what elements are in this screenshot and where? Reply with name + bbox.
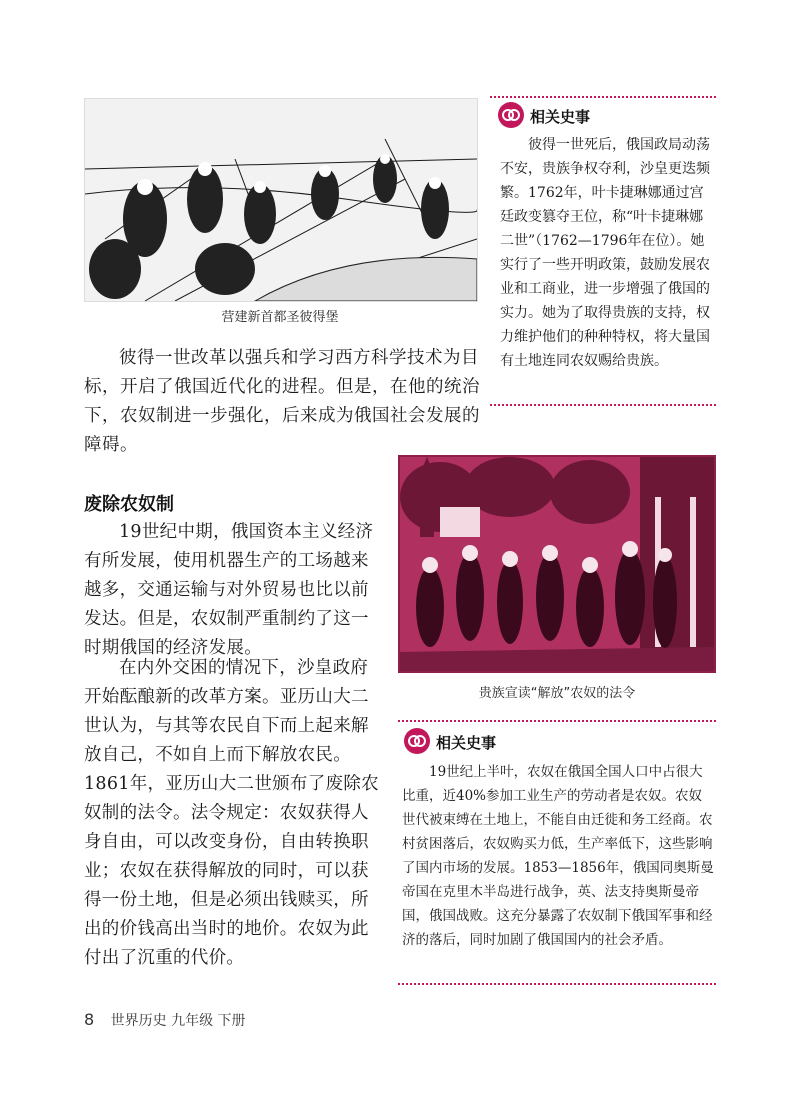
main-paragraph: 彼得一世改革以强兵和学习西方科学技术为目标，开启了俄国近代化的进程。但是，在他的统治下，农奴制进一步强化，后来成为俄国社会发展的障碍。 [84,348,480,455]
sidebar1-text: 彼得一世死后，俄国政局动荡不安，贵族争权夺利，沙皇更迭频繁。1762年，叶卡捷琳娜通过宫廷政变篡夺王位，称“叶卡捷琳娜二世”（1762—1796年在位）。她实行了一些开明政策，鼓励发展农业和工商业，进一步增强了俄国的实力。她为了取得贵族的支持，权力维护他们的种种特权，将大量国有土地连同农奴赐给贵族。 [500,137,710,369]
section-title: 废除农奴制 [84,494,174,515]
related-history-icon [498,102,524,128]
related-history-icon [404,728,430,754]
sidebar2-top-divider [398,720,716,722]
page-number: 8 [84,1010,95,1029]
sidebar2-text: 19世纪上半叶，农奴在俄国全国人口中占很大比重，近40%参加工业生产的劳动者是农奴。农奴世代被束缚在土地上，不能自由迁徙和务工经商。农村贫困落后，农奴购买力低，生产率低下，这些影响了国内市场的发展。1853—1856年，俄国同奥斯曼帝国在克里木半岛进行战争，英、法支持奥斯曼帝国，俄国战败。这充分暴露了农奴制下俄国军事和经济的落后，同时加剧了俄国国内的社会矛盾。 [402,764,714,948]
figure-emancipation-decree [398,455,716,673]
sidebar1-top-divider [490,96,716,98]
engraving-illustration-2 [400,457,714,671]
section-paragraph-1: 19世纪中期，俄国资本主义经济有所发展，使用机器生产的工场越来越多，交通运输与对外贸易也比以前发达。但是，农奴制严重制约了这一时期俄国的经济发展。 [84,522,374,658]
sidebar1-bottom-divider [490,404,716,406]
sidebar2-heading: 相关史事 [436,734,497,752]
figure2-caption: 贵族宣读“解放”农奴的法令 [478,686,636,701]
figure1-caption: 营建新首都圣彼得堡 [221,310,339,325]
figure-st-petersburg-construction [84,98,478,302]
section-paragraph-2: 在内外交困的情况下，沙皇政府开始酝酿新的改革方案。亚历山大二世认为，与其等农民自下而上起来解放自己，不如自上而下解放农民。1861年，亚历山大二世颁布了废除农奴制的法令。法令规定：农奴获得人身自由，可以改变身份，自由转换职业；农奴在获得解放的同时，可以获得一份土地，但是必须出钱赎买，所出的价钱高出当时的地价。农奴为此付出了沉重的代价。 [84,658,379,968]
sidebar1-heading: 相关史事 [530,108,591,126]
page-footer [84,1010,246,1030]
sidebar2-bottom-divider [398,983,716,985]
book-title: 世界历史 九年级 下册 [110,1013,246,1029]
engraving-illustration [85,99,477,301]
